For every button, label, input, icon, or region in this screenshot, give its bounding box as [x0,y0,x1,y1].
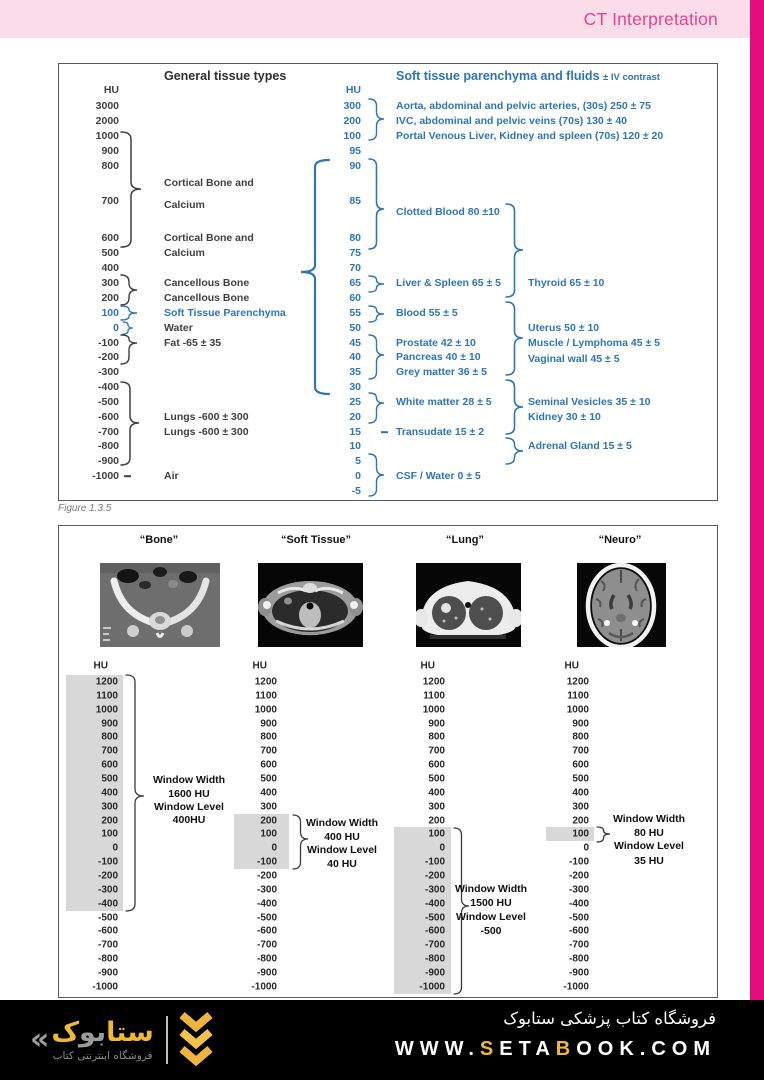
ct-image-bone-window [100,563,220,647]
hu-value: -100 [97,856,118,868]
hu-value-mid: 95 [349,145,361,157]
hu-value: 200 [572,815,589,827]
hu-value: 800 [572,731,589,743]
hu-value-mid: 50 [349,322,361,334]
hu-value: -400 [568,898,589,910]
hu-value: -600 [97,925,118,937]
hu-value: 700 [101,745,118,757]
hu-value-mid: 60 [349,292,361,304]
window-annotation-line: Window Level [614,840,684,852]
hu-value: -200 [424,870,445,882]
hu-value: 900 [428,718,445,730]
hu-axis-label: HU [420,660,435,672]
hu-axis-label-mid: HU [345,84,361,96]
hu-value: -400 [424,898,445,910]
hu-value: 200 [260,815,277,827]
hu-value-mid: 85 [349,195,361,207]
panel-title: “Soft Tissue” [280,534,352,546]
url-segment: WWW. [394,1038,480,1060]
footer-store-info [395,1009,716,1061]
tissue-label: Calcium [164,247,205,259]
brace-decoration [597,827,610,842]
hu-value: -900 [97,967,118,979]
hu-value: -1000 [251,981,277,993]
hu-value: -300 [424,884,445,896]
tissue-label: Water [164,322,193,334]
figure1-right-title [396,69,660,83]
hu-axis-label: HU [564,660,579,672]
hu-value-mid: 15 [349,426,361,438]
hu-value: -400 [256,898,277,910]
hu-value: 100 [260,828,277,840]
hu-value: -100 [256,856,277,868]
brace-decoration [121,132,141,247]
logo-word-segment: ستا [106,1017,154,1049]
hu-value-mid: 80 [349,232,361,244]
hu-value-mid: 10 [349,440,361,452]
brace-decoration [121,275,137,305]
hu-value-left: 600 [101,232,119,244]
hu-value-left: -1000 [92,470,119,482]
tissue-label: Cancellous Bone [164,292,250,304]
hu-value: 600 [572,759,589,771]
hu-value: -100 [424,856,445,868]
hu-value: -700 [97,939,118,951]
hu-value: -200 [256,870,277,882]
tissue-label: Cortical Bone and [164,177,254,189]
brace-decoration [369,335,384,379]
hu-value-left: -100 [97,337,119,349]
hu-value: -100 [568,856,589,868]
hu-value: 1200 [422,676,445,688]
hu-value: 400 [572,787,589,799]
panel-title: “Neuro” [598,534,642,546]
hu-value-left: -300 [97,366,119,378]
tissue-entry: White matter 28 ± 5 [396,396,492,408]
brace-decoration [506,302,523,375]
hu-value: 200 [428,815,445,827]
hu-value: 1100 [567,690,589,702]
hu-value: -900 [256,967,277,979]
hu-value: 700 [260,745,277,757]
hu-value-left: 200 [101,292,119,304]
accent-edge-strip [750,0,764,1000]
hu-value-left: 400 [101,262,119,274]
hu-value: -800 [424,953,445,965]
hu-value: 500 [428,773,445,785]
brace-decoration [506,204,523,297]
brace-decoration [369,454,384,496]
hu-value: 900 [572,718,589,730]
footer-bar [0,1000,764,1080]
hu-value: -900 [424,967,445,979]
window-annotation-line: 400 HU [324,831,360,843]
hu-value-left: -600 [97,411,119,423]
hu-axis-label: HU [252,660,267,672]
brace-decoration [369,306,384,322]
ct-image-lung-window [416,563,521,647]
hu-value: -500 [97,912,118,924]
tissue-entry: Seminal Vesicles 35 ± 10 [528,396,651,408]
hu-value: 900 [101,718,118,730]
ct-image-neuro-window [577,563,666,647]
tissue-label: Calcium [164,199,205,211]
tissue-entry: Grey matter 36 ± 5 [396,366,487,378]
logo-divider [166,1016,168,1064]
window-annotation-line: Window Width [152,774,226,786]
hu-value-left: 500 [101,247,119,259]
hu-value-left: 100 [101,307,119,319]
logo-wordmark [51,1018,153,1048]
hu-value-left: -200 [97,351,119,363]
window-annotation-line: Window Width [305,817,379,829]
hu-value-mid: 70 [349,262,361,274]
logo-word-segment: ک [51,1017,80,1049]
hu-value-mid: -5 [351,485,361,497]
hu-value: 600 [428,759,445,771]
tissue-label: Soft Tissue Parenchyma [164,307,286,319]
url-segment: OOK.COM [576,1038,716,1060]
brace-decoration [123,322,133,334]
hu-value: 1100 [96,690,118,702]
logo-subtitle: فروشگاه اینترنتی کتاب [52,1049,153,1062]
hu-value: -800 [256,953,277,965]
hu-value-mid: 0 [355,470,361,482]
hu-axis-label-left: HU [103,84,119,96]
window-annotation-line: 40 HU [327,858,357,870]
brace-decoration [126,675,144,911]
hu-value: 500 [260,773,277,785]
hu-value: 800 [428,731,445,743]
ct-image-soft-tissue-window [258,563,363,647]
hu-value-left: 300 [101,277,119,289]
figure-window-settings [58,525,718,998]
tissue-entry: Clotted Blood 80 ±10 [396,206,500,218]
setabook-logo [30,1011,214,1069]
hu-value-mid: 75 [349,247,361,259]
hu-value: 1000 [254,704,277,716]
window-annotation-line: 35 HU [634,855,664,867]
tissue-entry: Adrenal Gland 15 ± 5 [528,440,632,452]
header-bar [0,0,764,38]
hu-value: 1200 [254,676,277,688]
hu-value: 300 [101,801,118,813]
logo-text-block [51,1018,153,1062]
hu-value-mid: 200 [343,115,361,127]
hu-value: 600 [101,759,118,771]
brace-decoration [506,438,523,464]
hu-value-left: 3000 [95,100,119,112]
page-title: CT Interpretation [583,9,718,29]
hu-value: -800 [97,953,118,965]
window-annotation-line: 1500 HU [470,897,512,909]
hu-value: -800 [568,953,589,965]
brace-decoration [506,380,523,434]
hu-value: -900 [568,967,589,979]
hu-value-mid: 20 [349,411,361,423]
hu-value-left: -700 [97,426,119,438]
hu-value-mid: 45 [349,337,361,349]
guillemet-icon: « [30,1022,50,1057]
hu-value: 1000 [566,704,589,716]
brace-decoration [121,382,139,465]
panel-title: “Bone” [139,534,179,546]
hu-value: 400 [428,787,445,799]
window-annotation-line: 1600 HU [168,788,210,800]
figure-hu-tissue-scale [58,63,718,501]
tissue-entry: Prostate 42 ± 10 [396,337,476,349]
window-annotation-line: Window Level [154,801,224,813]
hu-value-mid: 40 [349,351,361,363]
hu-value-mid: 25 [349,396,361,408]
tissue-entry: Transudate 15 ± 2 [396,426,485,438]
hu-value: 0 [112,842,118,854]
hu-value: -600 [424,925,445,937]
hu-value-left: 0 [113,322,119,334]
tissue-entry: Thyroid 65 ± 10 [528,277,605,289]
chevrons-emblem-icon [178,1011,214,1069]
hu-value: 200 [101,815,118,827]
hu-value: 1200 [566,676,589,688]
figure1-left-title: General tissue types [164,69,287,83]
hu-value: 800 [101,731,118,743]
hu-value-left: -900 [97,455,119,467]
hu-value: -400 [97,898,118,910]
window-annotation-line: Window Level [456,911,526,923]
hu-value: 0 [583,842,589,854]
hu-value: 300 [260,801,277,813]
hu-value-mid: 55 [349,307,361,319]
hu-value: 800 [260,731,277,743]
hu-value: -500 [256,912,277,924]
hu-value-left: 900 [101,145,119,157]
hu-value: -700 [568,939,589,951]
hu-value-left: 2000 [95,115,119,127]
window-annotation-line: Window Width [454,883,528,895]
tissue-label: Cortical Bone and [164,232,254,244]
hu-value: -200 [568,870,589,882]
tissue-entry: Pancreas 40 ± 10 [396,351,481,363]
brace-decoration [369,99,384,140]
tissue-label: Lungs -600 ± 300 [164,411,249,423]
hu-value: -500 [424,912,445,924]
hu-value: 300 [572,801,589,813]
hu-value-mid: 100 [343,130,361,142]
tissue-label: Lungs -600 ± 300 [164,426,249,438]
hu-value: 700 [428,745,445,757]
tissue-label: Fat -65 ± 35 [164,337,222,349]
hu-value: -600 [256,925,277,937]
figure1-right-title-suffix: ± IV contrast [603,72,660,83]
hu-value: -300 [256,884,277,896]
hu-value-left: 1000 [95,130,119,142]
hu-value-left: 800 [101,160,119,172]
hu-value: -1000 [563,981,589,993]
tissue-label: Air [164,470,179,482]
hu-value: 0 [439,842,445,854]
tissue-entry: CSF / Water 0 ± 5 [396,470,481,482]
tissue-entry: Blood 55 ± 5 [396,307,458,319]
window-annotation-line: 80 HU [634,827,664,839]
hu-value-left: -500 [97,396,119,408]
hu-value: 600 [260,759,277,771]
hu-value-left: -400 [97,381,119,393]
panel-title: “Lung” [446,534,484,546]
brace-decoration [369,393,384,423]
hu-value: 1000 [95,704,118,716]
hu-value: 900 [260,718,277,730]
hu-value: 700 [572,745,589,757]
hu-value: 1200 [95,676,118,688]
tick-dash [124,475,131,477]
brace-decoration [369,159,384,249]
hu-value: -600 [568,925,589,937]
figure1-right-title-text: Soft tissue parenchyma and fluids [396,69,600,83]
hu-value-mid: 90 [349,160,361,172]
hu-value-mid: 5 [355,455,361,467]
tissue-entry: Vaginal wall 45 ± 5 [528,353,620,365]
hu-value: 500 [101,773,118,785]
hu-value: -700 [424,939,445,951]
hu-value: 1100 [255,690,277,702]
hu-value: -300 [97,884,118,896]
url-segment: S [479,1038,500,1060]
hu-value: -1000 [92,981,118,993]
hu-value: 500 [572,773,589,785]
brace-decoration [369,276,384,292]
hu-value-mid: 35 [349,366,361,378]
hu-value-left: -800 [97,440,119,452]
window-annotation-line: Window Level [307,844,377,856]
tissue-entry: Portal Venous Liver, Kidney and spleen (70s) 120 ± 20 [396,130,664,142]
hu-value-mid: 65 [349,277,361,289]
url-segment: B [555,1038,577,1060]
window-annotation-line: 400HU [172,814,206,826]
hu-value: -500 [568,912,589,924]
tick-dash [381,431,388,433]
hu-value: 400 [101,787,118,799]
hu-value: -700 [256,939,277,951]
hu-value: 100 [101,828,118,840]
window-annotation-line: Window Width [612,813,686,825]
hu-value: 100 [572,828,589,840]
tissue-entry: Muscle / Lymphoma 45 ± 5 [528,337,660,349]
tissue-entry: Uterus 50 ± 10 [528,322,600,334]
hu-value: -300 [568,884,589,896]
hu-value: -200 [97,870,118,882]
tissue-entry: Aorta, abdominal and pelvic arteries, (30s) 250 ± 75 [396,100,651,112]
tissue-entry: IVC, abdominal and pelvic veins (70s) 130 ± 40 [396,115,628,127]
hu-value: -1000 [419,981,445,993]
brace-decoration [121,335,137,364]
hu-value-left: 700 [101,195,119,207]
website-url [395,1038,716,1061]
window-annotation-line: -500 [480,925,502,937]
hu-value: 0 [271,842,277,854]
hu-value: 400 [260,787,277,799]
hu-value: 1000 [422,704,445,716]
hu-value-mid: 300 [343,100,361,112]
figure1-caption: Figure 1.3.5 [58,503,112,514]
tissue-entry: Liver & Spleen 65 ± 5 [396,277,501,289]
hu-value: 1100 [423,690,445,702]
tissue-label: Cancellous Bone [164,277,250,289]
hu-value-mid: 30 [349,381,361,393]
url-segment: ETA [499,1038,556,1060]
store-name-persian: فروشگاه کتاب پزشکی ستابوک [503,1009,716,1028]
brace-decoration [121,306,137,320]
logo-word-segment: بو [79,1017,107,1049]
hu-value: 100 [428,828,445,840]
hu-value: 300 [428,801,445,813]
hu-axis-label: HU [93,660,108,672]
tissue-entry: Kidney 30 ± 10 [528,411,601,423]
